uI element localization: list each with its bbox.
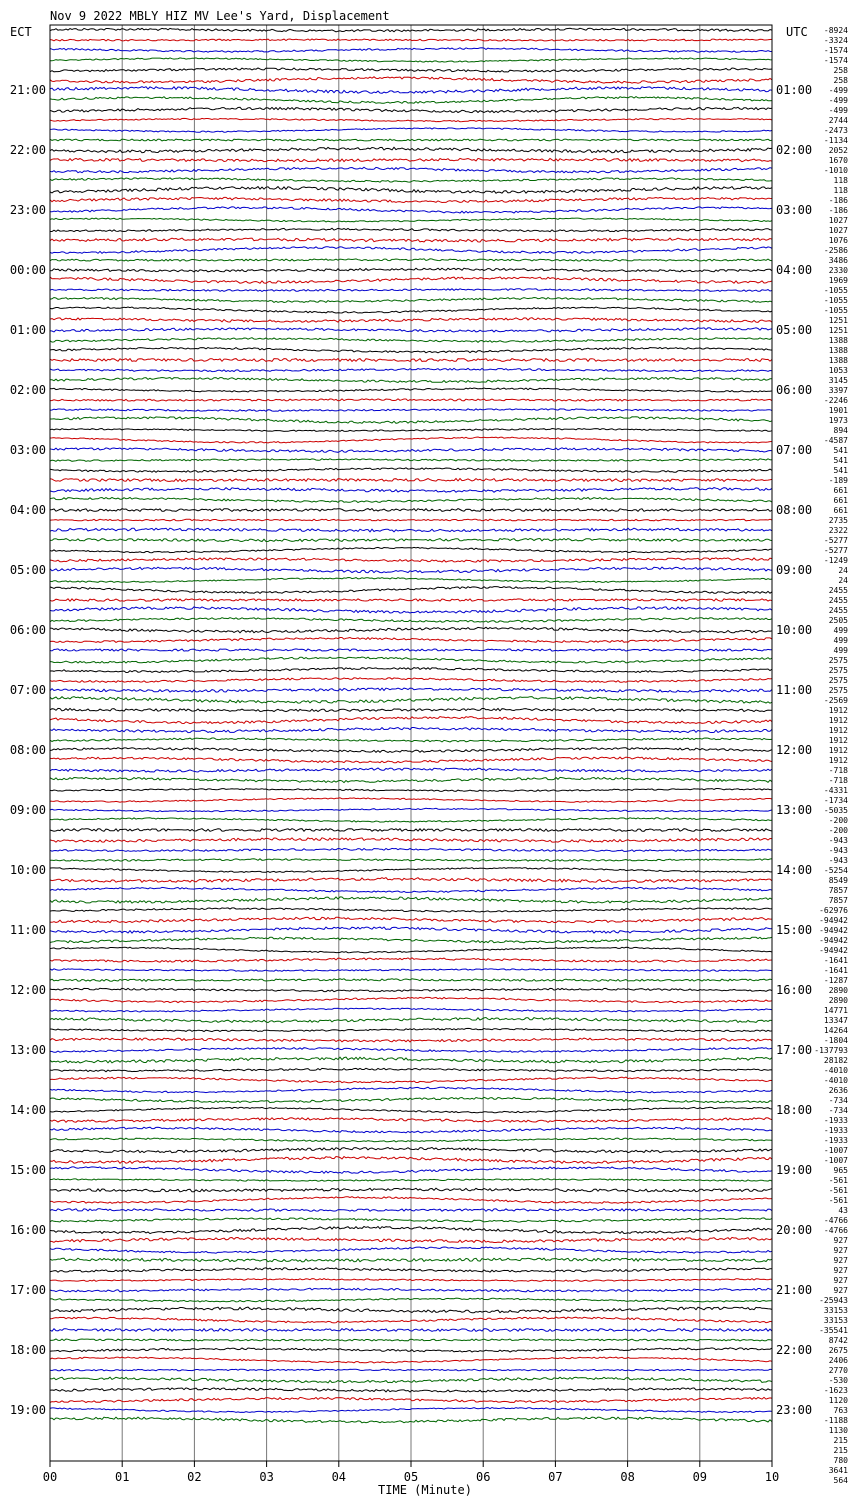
trace-offset-label: 8742 bbox=[828, 1336, 848, 1345]
trace-offset-label: -943 bbox=[828, 846, 848, 855]
trace-offset-label: -561 bbox=[828, 1196, 848, 1205]
trace-offset-label: 1973 bbox=[828, 416, 848, 425]
trace-offset-label: 7857 bbox=[828, 886, 848, 895]
trace-offset-label: -734 bbox=[828, 1096, 848, 1105]
trace-offset-label: -4766 bbox=[823, 1216, 848, 1225]
right-hour-label: 06:00 bbox=[776, 383, 813, 397]
trace-offset-label: 1912 bbox=[828, 706, 848, 715]
trace-offset-label: -499 bbox=[828, 96, 848, 105]
right-hour-label: 15:00 bbox=[776, 923, 813, 937]
trace-offset-label: -2473 bbox=[823, 126, 848, 135]
x-tick-label: 08 bbox=[620, 1470, 635, 1484]
trace-offset-label: 927 bbox=[833, 1256, 848, 1265]
trace-offset-label: -94942 bbox=[819, 946, 848, 955]
x-axis-label: TIME (Minute) bbox=[378, 1483, 472, 1497]
trace-offset-label: 118 bbox=[833, 176, 848, 185]
trace-offset-label: 13347 bbox=[823, 1016, 848, 1025]
trace-offset-label: 33153 bbox=[823, 1306, 848, 1315]
trace-offset-label: 215 bbox=[833, 1436, 848, 1445]
trace-offset-label: 499 bbox=[833, 636, 848, 645]
trace-offset-label: 1251 bbox=[828, 316, 848, 325]
trace-offset-label: -561 bbox=[828, 1176, 848, 1185]
trace-offset-label: 1120 bbox=[828, 1396, 848, 1405]
trace-offset-label: -5035 bbox=[823, 806, 848, 815]
trace-offset-label: 3397 bbox=[828, 386, 848, 395]
trace-offset-label: -186 bbox=[828, 196, 848, 205]
trace-offset-label: 118 bbox=[833, 186, 848, 195]
trace-offset-label: 2455 bbox=[828, 606, 848, 615]
trace-offset-label: 1912 bbox=[828, 736, 848, 745]
right-hour-label: 12:00 bbox=[776, 743, 813, 757]
x-tick-label: 10 bbox=[764, 1470, 780, 1484]
trace-offset-label: -4331 bbox=[823, 786, 848, 795]
x-tick-label: 05 bbox=[403, 1470, 419, 1484]
trace-offset-label: -1641 bbox=[823, 966, 848, 975]
trace-offset-label: 2575 bbox=[828, 676, 848, 685]
trace-offset-label: 2575 bbox=[828, 666, 848, 675]
trace-offset-label: 2575 bbox=[828, 656, 848, 665]
trace-offset-label: -499 bbox=[828, 106, 848, 115]
trace-offset-label: 258 bbox=[833, 76, 848, 85]
right-hour-label: 02:00 bbox=[776, 143, 813, 157]
right-hour-label: 17:00 bbox=[776, 1043, 813, 1057]
trace-offset-label: 14264 bbox=[823, 1026, 848, 1035]
trace-offset-label: 215 bbox=[833, 1446, 848, 1455]
trace-offset-label: -94942 bbox=[819, 916, 848, 925]
trace-offset-label: 2575 bbox=[828, 686, 848, 695]
trace-offset-label: 763 bbox=[833, 1406, 848, 1415]
trace-offset-label: -5277 bbox=[823, 536, 848, 545]
left-hour-label: 03:00 bbox=[9, 443, 46, 457]
trace-offset-label: -3324 bbox=[823, 36, 848, 45]
trace-offset-label: -1055 bbox=[823, 286, 848, 295]
trace-offset-label: -4766 bbox=[823, 1226, 848, 1235]
trace-offset-label: 1027 bbox=[828, 216, 848, 225]
left-hour-label: 02:00 bbox=[9, 383, 46, 397]
trace-offset-label: 1912 bbox=[828, 726, 848, 735]
left-hour-label: 08:00 bbox=[9, 743, 46, 757]
left-hour-label: 01:00 bbox=[9, 323, 46, 337]
trace-offset-label: -1804 bbox=[823, 1036, 848, 1045]
trace-offset-label: 1053 bbox=[828, 366, 848, 375]
x-tick-labels bbox=[43, 1461, 779, 1484]
trace-offset-label: 927 bbox=[833, 1276, 848, 1285]
right-hour-label: 14:00 bbox=[776, 863, 813, 877]
trace-offset-label: -62976 bbox=[819, 906, 848, 915]
trace-offset-label: -1623 bbox=[823, 1386, 848, 1395]
left-hour-label: 18:00 bbox=[9, 1343, 46, 1357]
x-tick-label: 06 bbox=[475, 1470, 491, 1484]
right-hour-label: 23:00 bbox=[776, 1403, 813, 1417]
trace-offset-label: -186 bbox=[828, 206, 848, 215]
trace-offset-label: 2675 bbox=[828, 1346, 848, 1355]
trace-offset-label: 1388 bbox=[828, 356, 848, 365]
left-hour-label: 17:00 bbox=[9, 1283, 46, 1297]
trace-offset-label: 1076 bbox=[828, 236, 848, 245]
trace-offset-label: 8549 bbox=[828, 876, 848, 885]
x-tick-label: 03 bbox=[259, 1470, 274, 1484]
left-hour-label: 23:00 bbox=[9, 203, 46, 217]
trace-offset-label: 14771 bbox=[823, 1006, 848, 1015]
trace-offset-label: -1007 bbox=[823, 1146, 848, 1155]
trace-offset-label: -718 bbox=[828, 776, 848, 785]
trace-offset-label: -2246 bbox=[823, 396, 848, 405]
trace-offset-label: 3486 bbox=[828, 256, 848, 265]
trace-offset-label: 2636 bbox=[828, 1086, 848, 1095]
trace-offset-label: 2890 bbox=[828, 996, 848, 1005]
trace-offset-label: 541 bbox=[833, 446, 848, 455]
trace-offset-label: 1388 bbox=[828, 346, 848, 355]
left-hour-label: 13:00 bbox=[9, 1043, 46, 1057]
right-hour-label: 20:00 bbox=[776, 1223, 813, 1237]
trace-offset-label: 1901 bbox=[828, 406, 848, 415]
trace-offset-label: -943 bbox=[828, 856, 848, 865]
trace-offset-label: 7857 bbox=[828, 896, 848, 905]
trace-offset-label: 927 bbox=[833, 1266, 848, 1275]
trace-offset-label: -5254 bbox=[823, 866, 848, 875]
trace-offset-label: -734 bbox=[828, 1106, 848, 1115]
trace-offset-label: -718 bbox=[828, 766, 848, 775]
trace-offset-label: 2322 bbox=[828, 526, 848, 535]
trace-offset-label: 1912 bbox=[828, 756, 848, 765]
right-hour-label: 07:00 bbox=[776, 443, 813, 457]
trace-offset-label: 2770 bbox=[828, 1366, 848, 1375]
trace-offset-label: 3641 bbox=[828, 1466, 848, 1475]
trace-offset-label: -1055 bbox=[823, 296, 848, 305]
trace-offset-label: 2406 bbox=[828, 1356, 848, 1365]
trace-offset-label: -2586 bbox=[823, 246, 848, 255]
trace-offset-label: -1933 bbox=[823, 1136, 848, 1145]
right-hour-label: 09:00 bbox=[776, 563, 813, 577]
trace-offset-label: -4010 bbox=[823, 1066, 848, 1075]
trace-offset-label: -530 bbox=[828, 1376, 848, 1385]
trace-offset-label: -5277 bbox=[823, 546, 848, 555]
trace-offset-label: -1188 bbox=[823, 1416, 848, 1425]
trace-offset-label: 1130 bbox=[828, 1426, 848, 1435]
trace-offset-label: -1055 bbox=[823, 306, 848, 315]
trace-offset-label: -2569 bbox=[823, 696, 848, 705]
trace-offset-label: 1388 bbox=[828, 336, 848, 345]
right-hour-label: 03:00 bbox=[776, 203, 813, 217]
left-hour-label: 09:00 bbox=[9, 803, 46, 817]
trace-offset-label: 927 bbox=[833, 1286, 848, 1295]
trace-offset-label: -137793 bbox=[814, 1046, 848, 1055]
right-hour-label: 18:00 bbox=[776, 1103, 813, 1117]
trace-offset-label: -1933 bbox=[823, 1116, 848, 1125]
trace-offset-label: 1027 bbox=[828, 226, 848, 235]
left-hour-label: 15:00 bbox=[9, 1163, 46, 1177]
right-hour-label: 21:00 bbox=[776, 1283, 813, 1297]
trace-offset-label: -25943 bbox=[819, 1296, 848, 1305]
trace-offset-labels bbox=[814, 26, 848, 1485]
left-hour-label: 21:00 bbox=[9, 83, 46, 97]
left-hour-label: 11:00 bbox=[9, 923, 46, 937]
trace-offset-label: -1134 bbox=[823, 136, 848, 145]
trace-offset-label: -1933 bbox=[823, 1126, 848, 1135]
trace-offset-label: 1251 bbox=[828, 326, 848, 335]
left-hour-label: 22:00 bbox=[9, 143, 46, 157]
right-hour-label: 08:00 bbox=[776, 503, 813, 517]
left-timezone-label: ECT bbox=[10, 25, 32, 39]
trace-offset-label: -200 bbox=[828, 816, 848, 825]
right-hour-labels bbox=[776, 83, 812, 1417]
trace-offset-label: -1010 bbox=[823, 166, 848, 175]
trace-offset-label: -1641 bbox=[823, 956, 848, 965]
trace-offset-label: -35541 bbox=[819, 1326, 848, 1335]
left-hour-label: 19:00 bbox=[9, 1403, 46, 1417]
trace-offset-label: -1007 bbox=[823, 1156, 848, 1165]
trace-offset-label: 894 bbox=[833, 426, 848, 435]
x-tick-label: 07 bbox=[548, 1470, 563, 1484]
x-tick-label: 09 bbox=[692, 1470, 708, 1484]
left-hour-label: 07:00 bbox=[9, 683, 46, 697]
trace-offset-label: 33153 bbox=[823, 1316, 848, 1325]
trace-offset-label: -189 bbox=[828, 476, 848, 485]
trace-offset-label: 2505 bbox=[828, 616, 848, 625]
trace-offset-label: 499 bbox=[833, 646, 848, 655]
left-hour-labels bbox=[10, 83, 46, 1417]
left-hour-label: 00:00 bbox=[9, 263, 46, 277]
trace-offset-label: -943 bbox=[828, 836, 848, 845]
left-hour-label: 10:00 bbox=[9, 863, 46, 877]
right-hour-label: 01:00 bbox=[776, 83, 813, 97]
trace-offset-label: 2744 bbox=[828, 116, 848, 125]
trace-offset-label: -200 bbox=[828, 826, 848, 835]
right-hour-label: 16:00 bbox=[776, 983, 813, 997]
trace-offset-label: 499 bbox=[833, 626, 848, 635]
trace-offset-label: -94942 bbox=[819, 936, 848, 945]
trace-offset-label: 3145 bbox=[828, 376, 848, 385]
trace-offset-label: 24 bbox=[838, 566, 848, 575]
trace-offset-label: 1912 bbox=[828, 716, 848, 725]
trace-offset-label: 927 bbox=[833, 1236, 848, 1245]
right-hour-label: 04:00 bbox=[776, 263, 813, 277]
left-hour-label: 16:00 bbox=[9, 1223, 46, 1237]
trace-offset-label: 541 bbox=[833, 456, 848, 465]
trace-offset-label: -1249 bbox=[823, 556, 848, 565]
trace-offset-label: 661 bbox=[833, 486, 848, 495]
right-hour-label: 22:00 bbox=[776, 1343, 813, 1357]
left-hour-label: 04:00 bbox=[9, 503, 46, 517]
trace-offset-label: 2890 bbox=[828, 986, 848, 995]
trace-offset-label: -1574 bbox=[823, 46, 848, 55]
trace-offset-label: -8924 bbox=[823, 26, 848, 35]
right-hour-label: 11:00 bbox=[776, 683, 813, 697]
trace-offset-label: -4010 bbox=[823, 1076, 848, 1085]
trace-offset-label: 2330 bbox=[828, 266, 848, 275]
trace-offset-label: 541 bbox=[833, 466, 848, 475]
left-hour-label: 14:00 bbox=[9, 1103, 46, 1117]
trace-offset-label: 661 bbox=[833, 496, 848, 505]
left-hour-label: 12:00 bbox=[9, 983, 46, 997]
trace-offset-label: 2735 bbox=[828, 516, 848, 525]
trace-offset-label: 28182 bbox=[823, 1056, 848, 1065]
x-tick-label: 01 bbox=[114, 1470, 130, 1484]
trace-offset-label: -94942 bbox=[819, 926, 848, 935]
trace-offset-label: 927 bbox=[833, 1246, 848, 1255]
trace-offset-label: 43 bbox=[838, 1206, 848, 1215]
x-tick-label: 02 bbox=[187, 1470, 202, 1484]
trace-offset-label: 2455 bbox=[828, 596, 848, 605]
x-tick-label: 00 bbox=[42, 1470, 58, 1484]
trace-offset-label: 258 bbox=[833, 66, 848, 75]
trace-offset-label: 1912 bbox=[828, 746, 848, 755]
right-timezone-label: UTC bbox=[786, 25, 808, 39]
right-hour-label: 05:00 bbox=[776, 323, 813, 337]
trace-offset-label: 1670 bbox=[828, 156, 848, 165]
chart-title: Nov 9 2022 MBLY HIZ MV Lee's Yard, Displacement bbox=[50, 9, 390, 23]
left-hour-label: 05:00 bbox=[9, 563, 46, 577]
trace-offset-label: 780 bbox=[833, 1456, 848, 1465]
trace-offset-label: -561 bbox=[828, 1186, 848, 1195]
right-hour-label: 10:00 bbox=[776, 623, 813, 637]
trace-offset-label: -1287 bbox=[823, 976, 848, 985]
trace-offset-label: -4587 bbox=[823, 436, 848, 445]
right-hour-label: 19:00 bbox=[776, 1163, 813, 1177]
left-hour-label: 06:00 bbox=[9, 623, 46, 637]
trace-offset-label: 2455 bbox=[828, 586, 848, 595]
trace-offset-label: 2052 bbox=[828, 146, 848, 155]
x-tick-label: 04 bbox=[331, 1470, 347, 1484]
trace-offset-label: 965 bbox=[833, 1166, 848, 1175]
trace-offset-label: -499 bbox=[828, 86, 848, 95]
trace-offset-label: 661 bbox=[833, 506, 848, 515]
trace-offset-label: -1734 bbox=[823, 796, 848, 805]
trace-offset-label: 564 bbox=[833, 1476, 848, 1485]
trace-offset-label: -1574 bbox=[823, 56, 848, 65]
trace-offset-label: 24 bbox=[838, 576, 848, 585]
trace-offset-label: 1969 bbox=[828, 276, 848, 285]
right-hour-label: 13:00 bbox=[776, 803, 813, 817]
